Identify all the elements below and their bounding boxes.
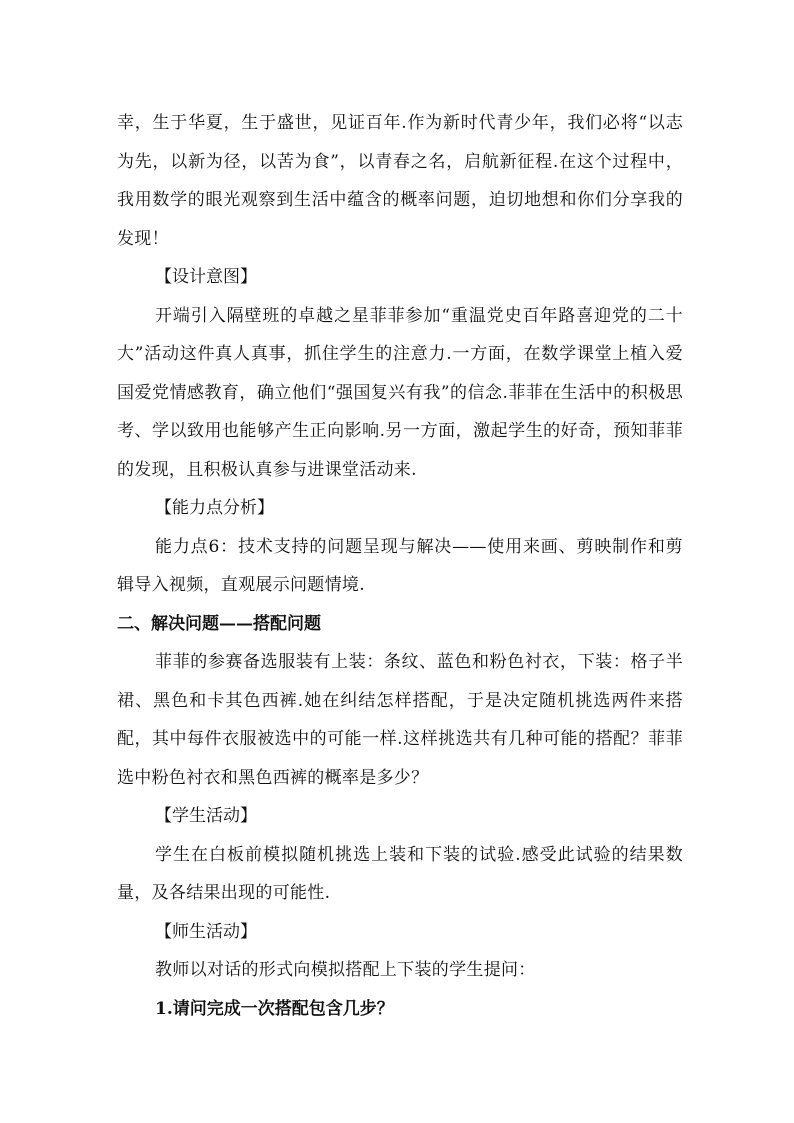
- teacher-student-activity-label: 【师生活动】: [155, 921, 257, 942]
- ability-analysis-label: 【能力点分析】: [155, 498, 274, 518]
- intro-paragraph: 幸，生于华夏，生于盛世，见证百年.作为新时代青少年，我们必将“以志为先，以新为径，以苦为食”，以青春之名，启航新征程.在这个过程中，我用数学的眼光观察到生活中蕴含的概率问题，迫切地想和你们分享我的发现！: [117, 113, 683, 249]
- document-body: [117, 104, 683, 1028]
- student-activity-label: 【学生活动】: [155, 806, 257, 826]
- ability-analysis-paragraph: 能力点6：技术支持的问题呈现与解决——使用来画、剪映制作和剪辑导入视频，直观展示问题情境.: [117, 536, 683, 595]
- question-1: 1.请问完成一次搭配包含几步？: [155, 998, 394, 1019]
- design-intent-paragraph: 开端引入隔壁班的卓越之星菲菲参加“重温党史百年路喜迎党的二十大”活动这件真人真事，抓住学生的注意力.一方面，在数学课堂上植入爱国爱党情感教育，确立他们“强国复兴有我”的信念.菲菲在生活中的积极思考、学以致用也能够产生正向影响.另一方面，激起学生的好奇，预知菲菲的发现，且积极认真参与进课堂活动来.: [117, 305, 683, 480]
- design-intent-label: 【设计意图】: [155, 267, 257, 287]
- student-activity-paragraph: 学生在白板前模拟随机挑选上装和下装的试验.感受此试验的结果数量，及各结果出现的可能性.: [117, 844, 683, 903]
- section-heading: 二、解决问题——搭配问题: [117, 613, 321, 634]
- teacher-activity-paragraph: 教师以对话的形式向模拟搭配上下装的学生提问：: [155, 960, 536, 980]
- problem-paragraph: 菲菲的参赛备选服装有上装：条纹、蓝色和粉色衬衣，下装：格子半裙、黑色和卡其色西裤.她在纠结怎样搭配，于是决定随机挑选两件来搭配，其中每件衣服被选中的可能一样.这样挑选共有几种可能的搭配？菲菲选中粉色衬衣和黑色西裤的概率是多少？: [117, 652, 683, 788]
